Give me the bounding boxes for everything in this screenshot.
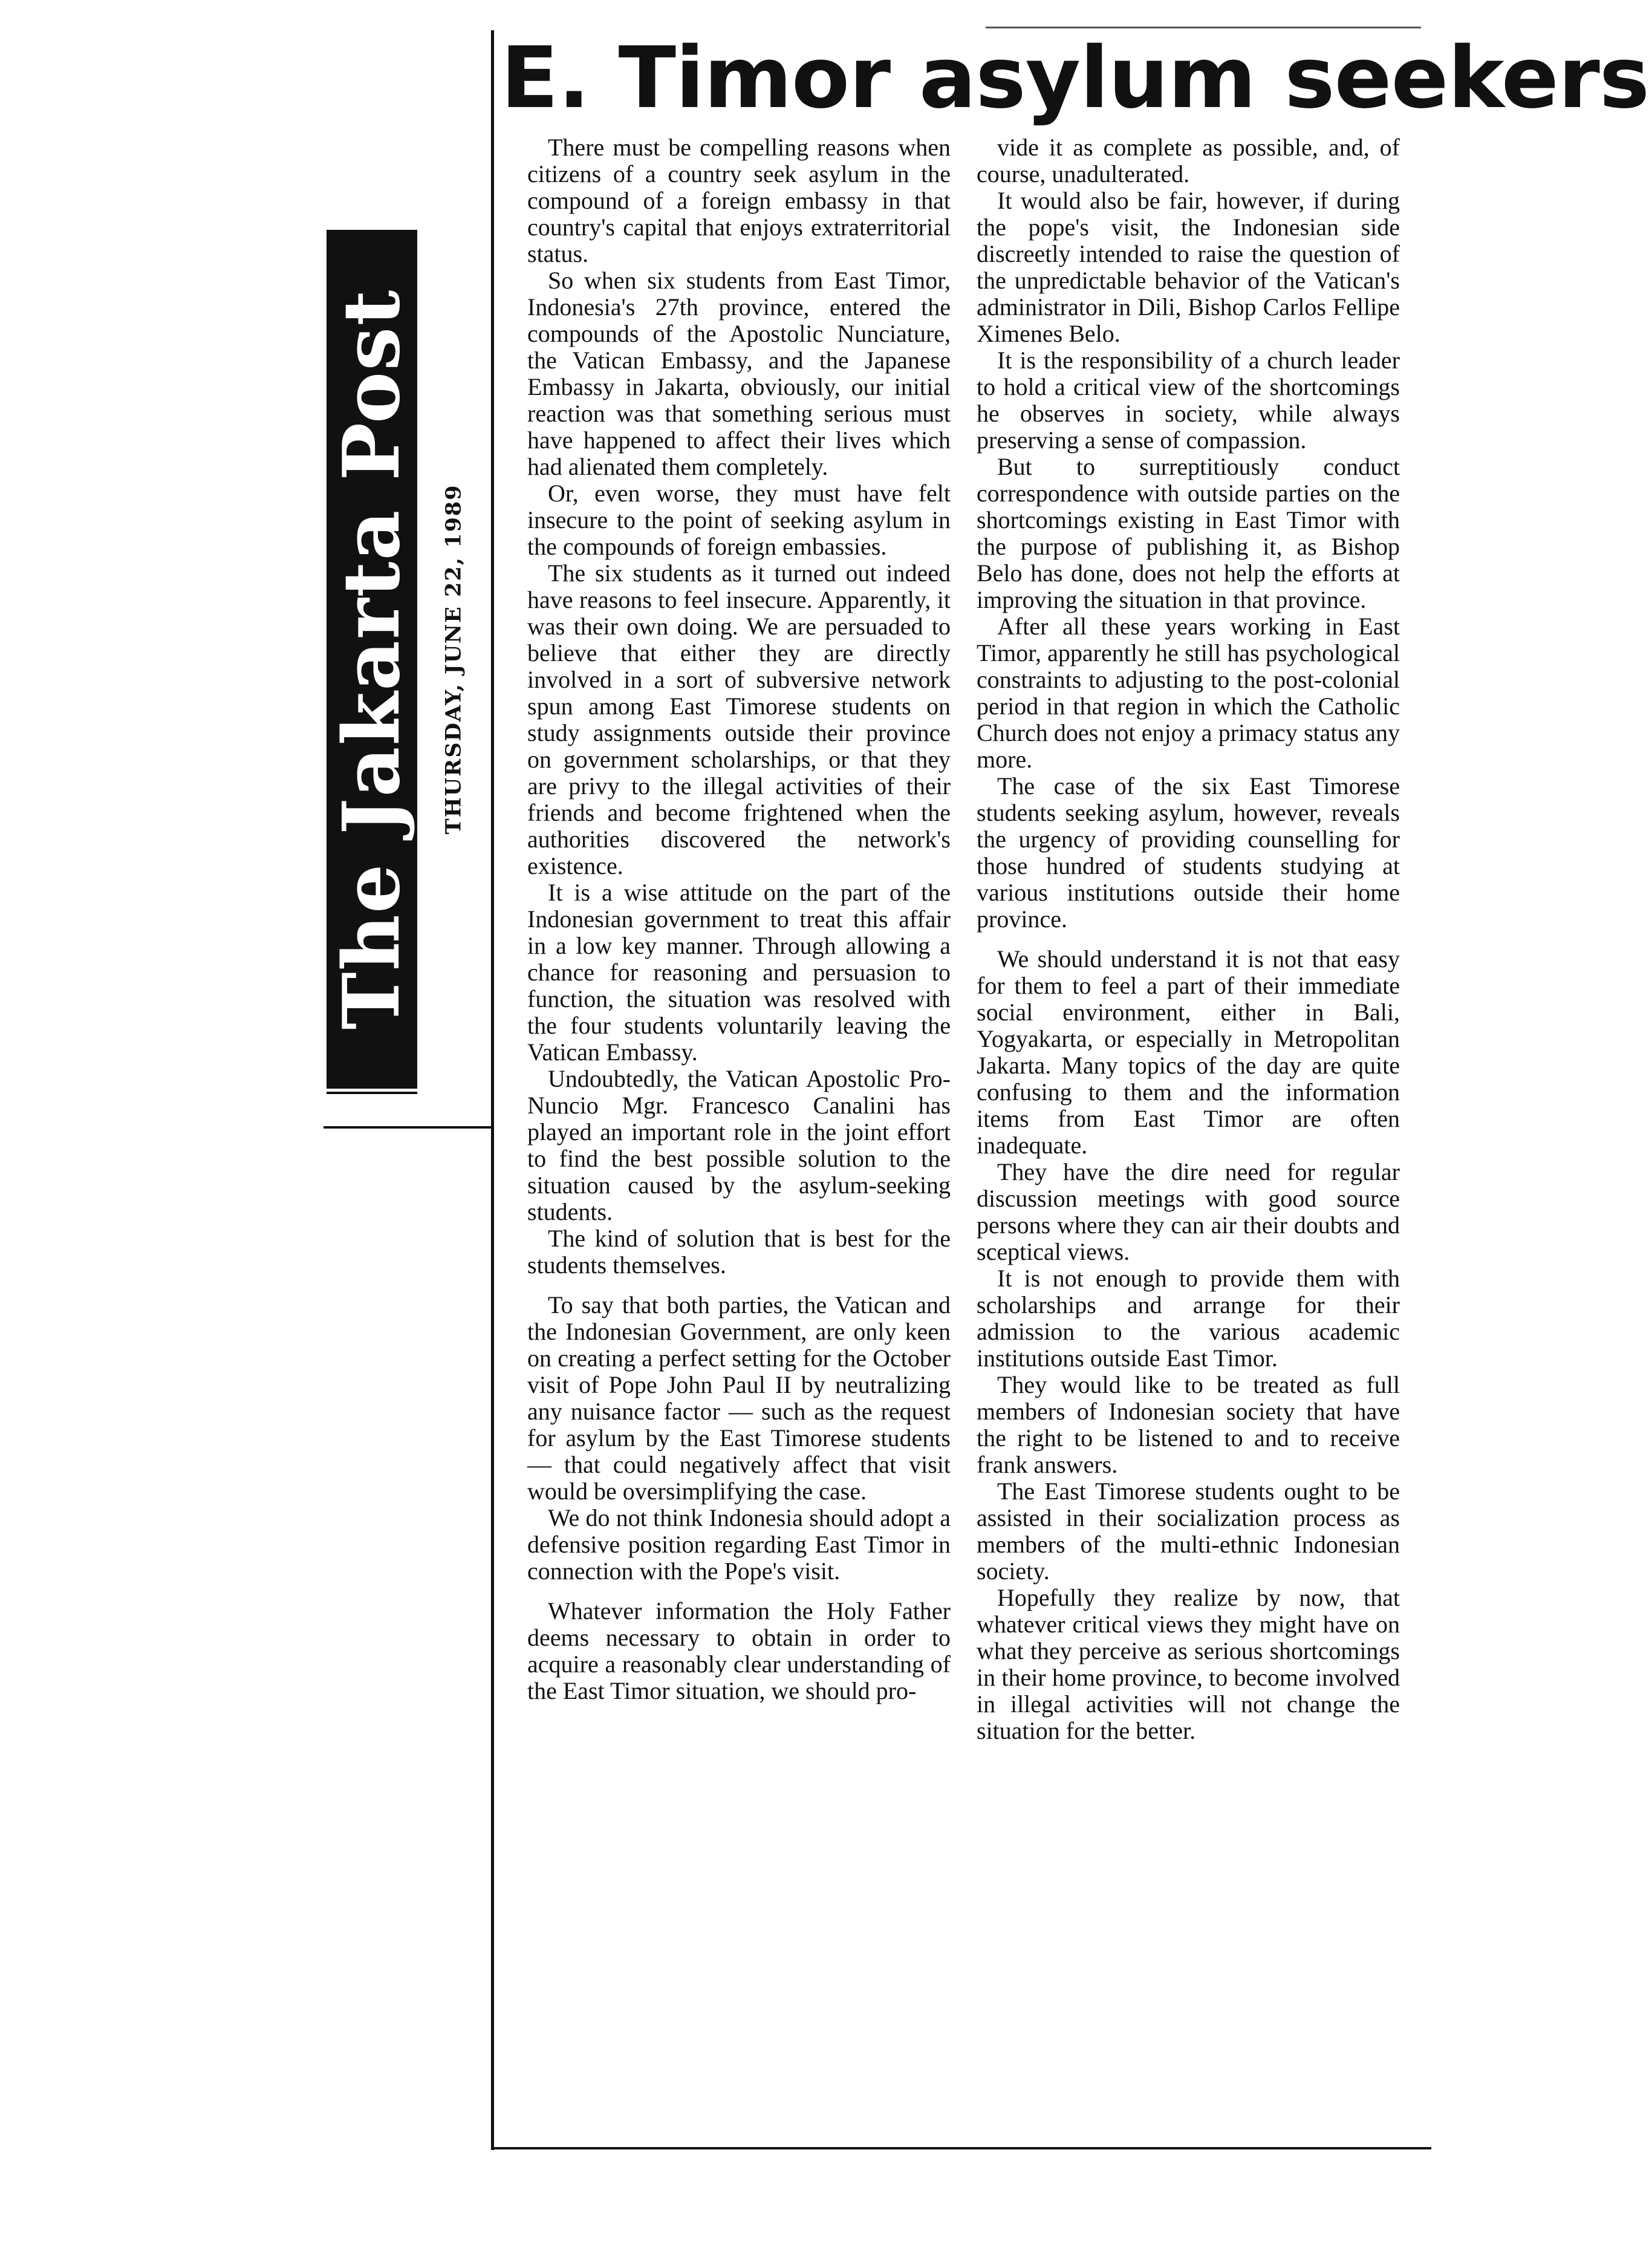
paragraph: The East Timorese students ought to be assisted in their socialization process as members of the multi-ethnic Indonesian society. bbox=[977, 1478, 1400, 1585]
column-rule-vertical bbox=[491, 30, 494, 2150]
paragraph: To say that both parties, the Vatican and the Indonesian Government, are only keen on creating a perfect setting for the October visit of Pope John Paul II by neutralizing any nuisance factor — such as the request for asylum by the East Timorese students — that could negatively affect that visit would be oversimplifying the case. bbox=[527, 1291, 951, 1505]
paragraph: We do not think Indonesia should adopt a defensive position regarding East Timor in connection with the Pope's visit. bbox=[527, 1504, 951, 1585]
paragraph: But to surreptitiously conduct correspondence with outside parties on the shortcomings existing in East Timor with the purpose of publishing it, as Bishop Belo has done, does not help the efforts at improving the situation in that province. bbox=[977, 453, 1400, 613]
paragraph: The kind of solution that is best for the students themselves. bbox=[527, 1225, 951, 1279]
paragraph: They would like to be treated as full members of Indonesian society that have the right to be listened to and to receive frank answers. bbox=[977, 1371, 1400, 1478]
paragraph: It is not enough to provide them with scholarships and arrange for their admission to the various academic institutions outside East Timor. bbox=[977, 1265, 1400, 1372]
paragraph: Undoubtedly, the Vatican Apostolic Pro-Nuncio Mgr. Francesco Canalini has played an important role in the joint effort to find the best possible solution to the situation caused by the asylum-seeking students. bbox=[527, 1065, 951, 1225]
article-column-left bbox=[527, 134, 951, 2142]
newspaper-masthead: The Jakarta Post bbox=[327, 288, 417, 1030]
paragraph: Or, even worse, they must have felt insecure to the point of seeking asylum in the compounds of foreign embassies. bbox=[527, 480, 951, 560]
paragraph: Whatever information the Holy Father deems necessary to obtain in order to acquire a reasonably clear understanding of the East Timor situation, we should pro- bbox=[527, 1597, 951, 1704]
article-column-right bbox=[977, 134, 1400, 2142]
paragraph: Hopefully they realize by now, that whatever critical views they might have on what they perceive as serious shortcomings in their home province, to become involved in illegal activities will not change the situation for the better. bbox=[977, 1584, 1400, 1744]
top-rule bbox=[986, 27, 1421, 28]
paragraph: So when six students from East Timor, Indonesia's 27th province, entered the compounds of the Apostolic Nunciature, the Vatican Embassy, and the Japanese Embassy in Jakarta, obviously, our initial reaction was that something serious must have happened to affect their lives which had alienated them completely. bbox=[527, 267, 951, 480]
paragraph: The six students as it turned out indeed have reasons to feel insecure. Apparently, it was their own doing. We are persuaded to believe that either they are directly involved in a sort of subversive network spun among East Timorese students on study assignments outside their province on government scholarships, or that they are privy to the illegal activities of their friends and become frightened when the authorities discovered the network's existence. bbox=[527, 559, 951, 879]
masthead-banner bbox=[327, 230, 417, 1089]
paragraph: vide it as complete as possible, and, of course, unadulterated. bbox=[977, 134, 1400, 187]
paragraph: They have the dire need for regular discussion meetings with good source persons where they can air their doubts and sceptical views. bbox=[977, 1158, 1400, 1265]
paragraph: We should understand it is not that easy for them to feel a part of their immediate social environment, either in Bali, Yogyakarta, or especially in Metropolitan Jakarta. Many topics of the day are quite confusing to them and the information items from East Timor are often inadequate. bbox=[977, 945, 1400, 1159]
paragraph: It is a wise attitude on the part of the Indonesian government to treat this affair in a low key manner. Through allowing a chance for reasoning and persuasion to function, the situation was resolved with the four students voluntarily leaving the Vatican Embassy. bbox=[527, 879, 951, 1066]
headline: E. Timor asylum seekers bbox=[501, 29, 1649, 128]
dateline: THURSDAY, JUNE 22, 1989 bbox=[441, 484, 466, 835]
paragraph: It is the responsibility of a church leader to hold a critical view of the shortcomings he observes in society, while always preserving a sense of compassion. bbox=[977, 347, 1400, 454]
column-rule-bottom bbox=[494, 2147, 1431, 2149]
paragraph: After all these years working in East Timor, apparently he still has psychological constraints to adjusting to the post-colonial period in that region in which the Catholic Church does not enjoy a primacy status any more. bbox=[977, 613, 1400, 773]
left-short-rule bbox=[324, 1126, 493, 1129]
masthead-underline bbox=[327, 1092, 417, 1094]
paragraph: The case of the six East Timorese students seeking asylum, however, reveals the urgency of providing counselling for those hundred of students studying at various institutions outside their home province. bbox=[977, 772, 1400, 933]
paragraph: There must be compelling reasons when citizens of a country seek asylum in the compound of a foreign embassy in that country's capital that enjoys extraterritorial status. bbox=[527, 134, 951, 267]
paragraph: It would also be fair, however, if during the pope's visit, the Indonesian side discreetly intended to raise the question of the unpredictable behavior of the Vatican's administrator in Dili, Bishop Carlos Fellipe Ximenes Belo. bbox=[977, 187, 1400, 347]
